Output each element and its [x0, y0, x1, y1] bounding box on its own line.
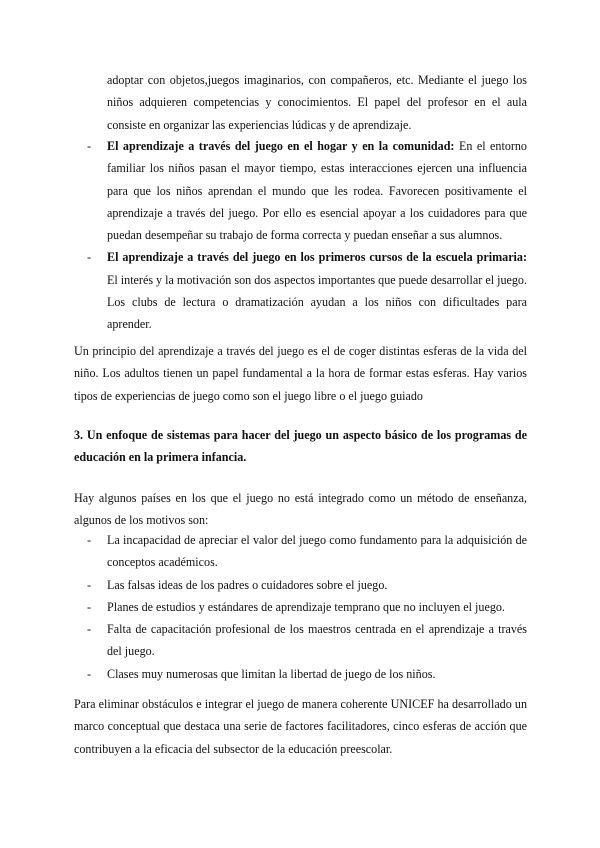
body-paragraph: Para eliminar obstáculos e integrar el juego de manera coherente UNICEF ha desarrollado un marco conceptual que destaca una serie de factores facilitadores, cinco esferas de acción que contribuyen a la eficacia del subsector de la educación preescolar. — [74, 697, 527, 756]
list-item-text: Clases muy numerosas que limitan la libertad de juego de los niños. — [107, 666, 436, 681]
list-item — [87, 529, 527, 574]
list-item-text: Falta de capacitación profesional de los maestros centrada en el aprendizaje a través del juego. — [107, 622, 527, 659]
list-item — [87, 596, 527, 618]
list-bullet: - — [87, 250, 92, 265]
list-item — [87, 246, 527, 335]
list-bullet: - — [87, 666, 92, 681]
body-paragraph: Hay algunos países en los que el juego no está integrado como un método de enseñanza, algunos de los motivos son: — [74, 491, 527, 528]
list-bullet: - — [87, 599, 92, 614]
list-bullet: - — [87, 577, 92, 592]
list-item-title: El aprendizaje a través del juego en los primeros cursos de la escuela primaria: — [107, 250, 527, 265]
list-item — [87, 135, 527, 246]
section-heading: 3. Un enfoque de sistemas para hacer del juego un aspecto básico de los programas de educación en la primera infancia. — [74, 428, 527, 465]
continued-paragraph: adoptar con objetos,juegos imaginarios, con compañeros, etc. Mediante el juego los niños adquieren competencias y conocimientos. El papel del profesor en el aula consiste en organizar las experiencias lúdicas y de aprendizaje. — [107, 73, 527, 132]
list-item-text: El interés y la motivación son dos aspectos importantes que puede desarrollar el juego. Los clubs de lectura o dramatización ayudan a los niños con dificultades para aprender. — [107, 272, 527, 332]
list-item-text: La incapacidad de apreciar el valor del juego como fundamento para la adquisición de conceptos académicos. — [107, 533, 527, 570]
list-bullet: - — [87, 622, 92, 637]
list-item-text: Planes de estudios y estándares de aprendizaje temprano que no incluyen el juego. — [107, 599, 505, 614]
list-bullet: - — [87, 533, 92, 547]
body-paragraph: Un principio del aprendizaje a través del juego es el de coger distintas esferas de la vida del niño. Los adultos tienen un papel fundamental a la hora de formar estas esferas. Hay varios tipos de experiencias de juego como son el juego libre o el juego guiado — [74, 344, 527, 403]
learning-contexts-list — [87, 135, 527, 336]
list-item-text: Las falsas ideas de los padres o cuidadores sobre el juego. — [107, 577, 388, 592]
list-item-title: El aprendizaje a través del juego en el hogar y en la comunidad: — [107, 139, 455, 153]
list-item — [87, 574, 527, 596]
list-bullet: - — [87, 139, 92, 153]
list-item-text: En el entorno familiar los niños pasan el mayor tiempo, estas interacciones ejercen una influencia para que los niños aprendan el mundo que les rodea. Favorecen positivamente el aprendizaje a través del juego. Por ello es esencial apoyar a los cuidadores para que puedan desempeñar su trabajo de forma correcta y puedan enseñar a sus alumnos. — [107, 139, 527, 243]
reasons-list — [87, 529, 527, 685]
list-item — [87, 618, 527, 663]
list-item — [87, 663, 527, 685]
